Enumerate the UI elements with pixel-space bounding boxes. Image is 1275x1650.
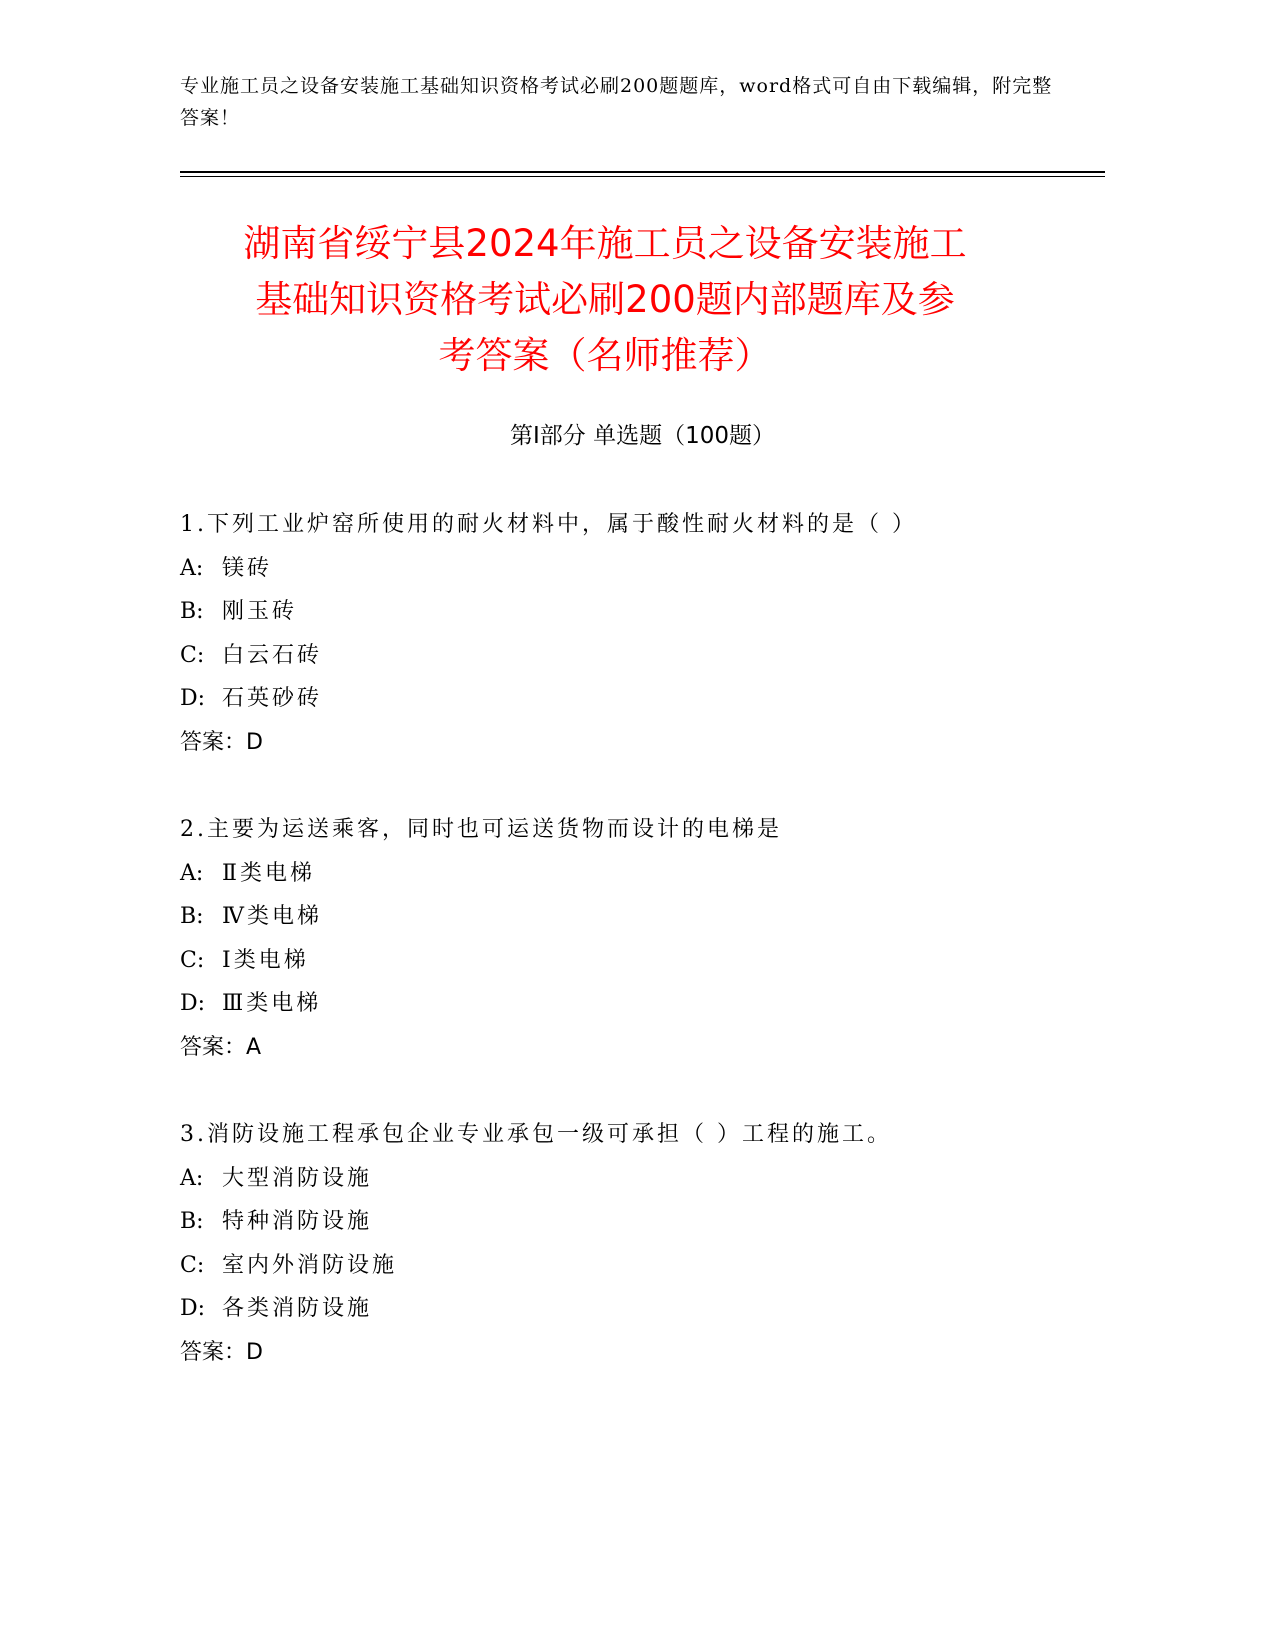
option-d xyxy=(180,982,1105,1026)
question-3 xyxy=(180,1113,1105,1374)
question-stem: 2.主要为运送乘客，同时也可运送货物而设计的电梯是 xyxy=(180,817,782,842)
option-a xyxy=(180,547,1105,591)
option-text: 大型消防设施 xyxy=(222,1165,373,1191)
option-text: 各类消防设施 xyxy=(222,1296,373,1321)
document-title xyxy=(165,216,1045,384)
option-letter: C: xyxy=(180,642,205,668)
question-1 xyxy=(180,503,1105,764)
option-letter: A: xyxy=(180,555,204,581)
option-d xyxy=(180,1287,1105,1331)
option-text: 白云石砖 xyxy=(222,642,323,668)
option-d xyxy=(180,677,1105,721)
title-line-3: 考答案（名师推荐） xyxy=(438,334,772,377)
header-rule-thick xyxy=(180,171,1105,173)
option-b xyxy=(180,590,1105,634)
option-letter: D: xyxy=(180,991,206,1016)
question-stem: 1.下列工业炉窑所使用的耐火材料中，属于酸性耐火材料的是（ ） xyxy=(180,512,917,537)
option-letter: C: xyxy=(180,1252,205,1278)
question-2 xyxy=(180,808,1105,1069)
option-a xyxy=(180,852,1105,896)
header-rule-thin xyxy=(180,176,1105,177)
option-c xyxy=(180,939,1105,983)
option-text: 刚玉砖 xyxy=(222,599,298,624)
option-text: Ⅱ类电梯 xyxy=(222,860,315,886)
option-letter: B: xyxy=(180,904,204,929)
option-text: 特种消防设施 xyxy=(222,1209,373,1234)
option-text: 室内外消防设施 xyxy=(222,1252,398,1278)
section-heading: 第I部分 单选题（100题） xyxy=(510,423,775,449)
option-c xyxy=(180,634,1105,678)
answer: 答案：A xyxy=(180,1034,262,1060)
option-letter: A: xyxy=(180,860,204,886)
option-text: 镁砖 xyxy=(222,555,273,581)
option-text: Ⅲ类电梯 xyxy=(222,991,322,1016)
option-letter: C: xyxy=(180,947,205,973)
option-b xyxy=(180,1200,1105,1244)
title-line-1: 湖南省绥宁县2024年施工员之设备安装施工 xyxy=(243,222,967,265)
option-text: Ⅳ类电梯 xyxy=(222,904,322,929)
option-letter: B: xyxy=(180,599,204,624)
option-letter: D: xyxy=(180,1296,206,1321)
option-b xyxy=(180,895,1105,939)
header-note: 专业施工员之设备安装施工基础知识资格考试必刷200题题库，word格式可自由下载编辑，附完整答案！ xyxy=(180,75,1053,129)
answer: 答案：D xyxy=(180,729,263,755)
option-letter: B: xyxy=(180,1209,204,1234)
option-a xyxy=(180,1157,1105,1201)
option-c xyxy=(180,1244,1105,1288)
option-text: Ⅰ类电梯 xyxy=(222,947,309,973)
option-text: 石英砂砖 xyxy=(222,686,323,711)
option-letter: A: xyxy=(180,1165,204,1191)
answer: 答案：D xyxy=(180,1339,263,1365)
title-line-2: 基础知识资格考试必刷200题内部题库及参 xyxy=(255,278,955,321)
question-stem: 3.消防设施工程承包企业专业承包一级可承担（ ）工程的施工。 xyxy=(180,1122,892,1147)
option-letter: D: xyxy=(180,686,206,711)
